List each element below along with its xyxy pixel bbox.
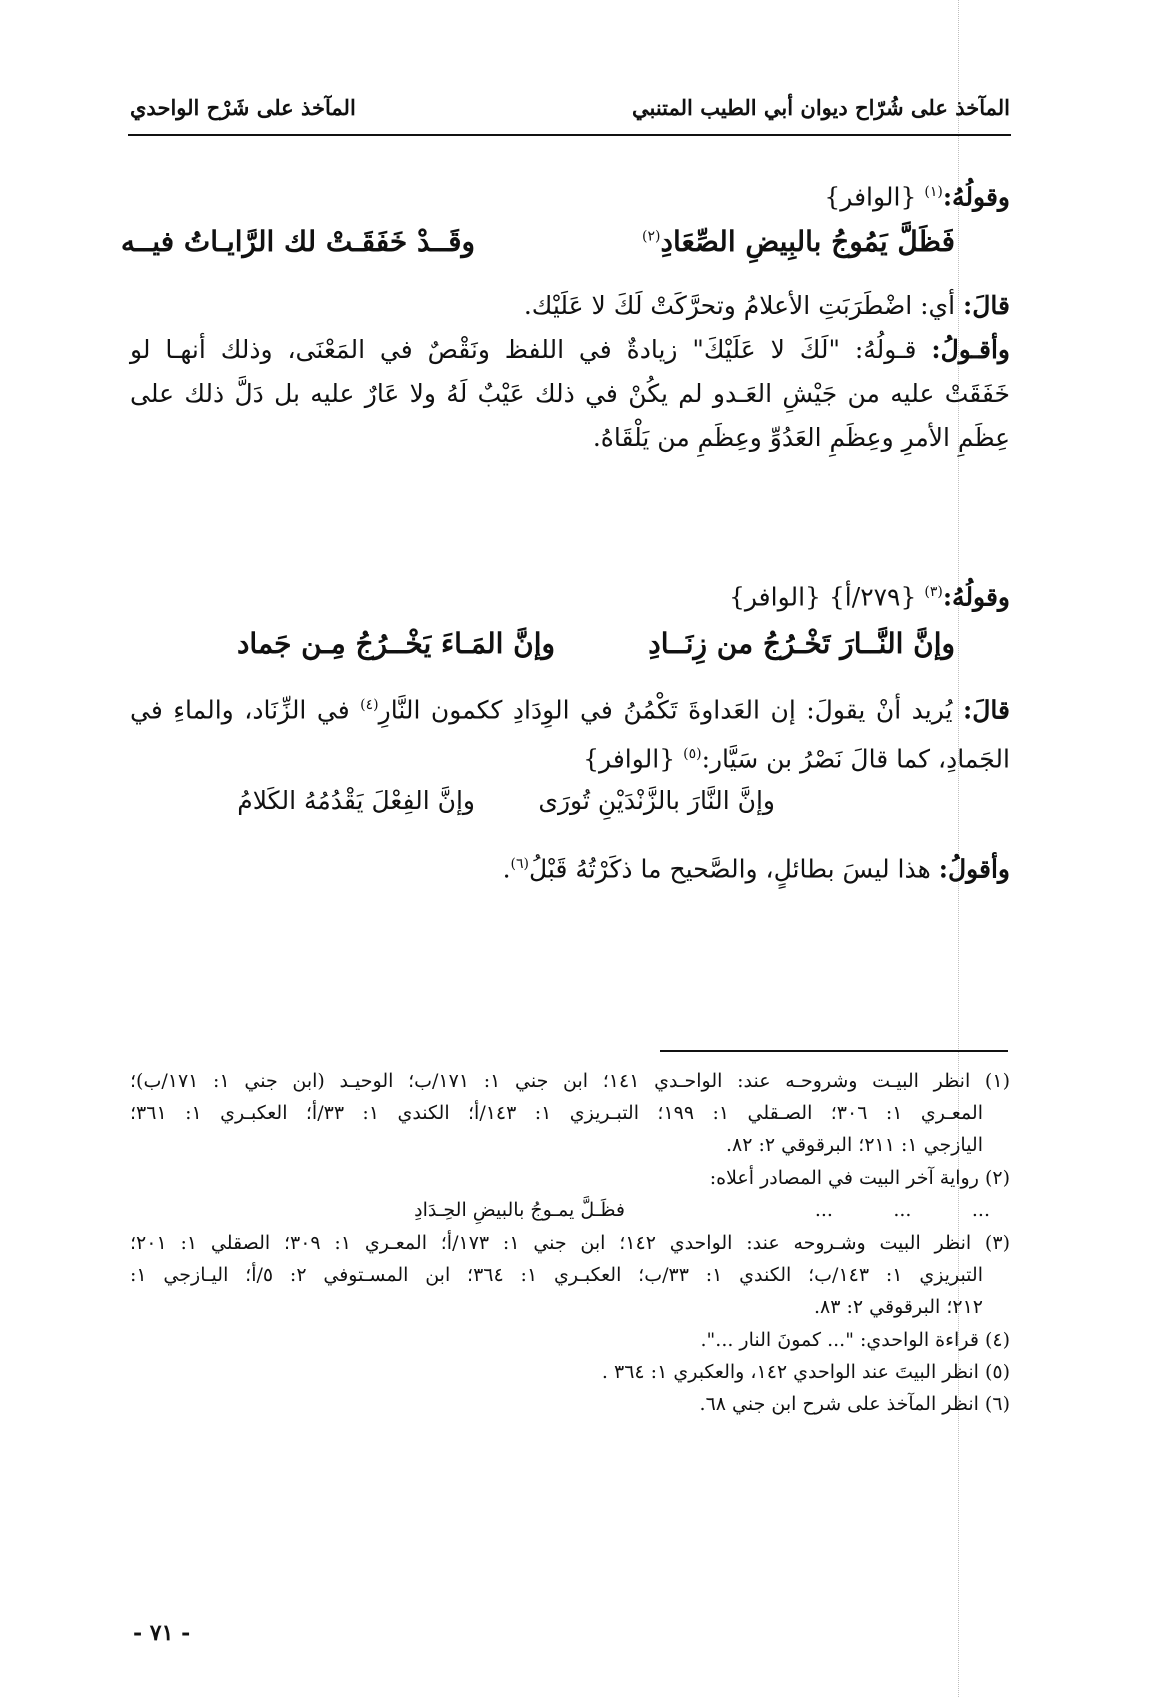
verse-2-hemistich-2: وإنَّ النَّــارَ تَخْـرُجُ من زِنَــادِ <box>648 627 955 660</box>
footnote-3-line: (٣) انظر البيت وشـروحه عند: الواحدي ١٤٢؛ ابن جني ١: ١٧٣/أ؛ المعـري ١: ٣٠٩؛ الصقلي ١: ٢٠١؛ <box>130 1232 1010 1254</box>
section-2-aqul: وأقولُ: هذا ليسَ بطائلٍ، والصَّحيح ما ذكَرْتُهُ قَبْلُ$^{(٦)}$. <box>502 854 1010 884</box>
verse-1-hemistich-2: فَظَلَّ يَمُوجُ بالبِيضِ الصِّعَادِ$^{(٢)}$ <box>642 225 955 258</box>
section-1-intro <box>130 170 1010 219</box>
header-rule <box>128 134 1011 136</box>
footnote-1-line: المعـري ١: ٣٠٦؛ الصـقلي ١: ١٩٩؛ التبـريزي ١: ١٤٣/أ؛ الكندي ١: ٣٣/أ؛ العكبـري ١: ٣٦١؛ <box>130 1102 983 1124</box>
quote-hemistich-2: وإنَّ الفِعْلَ يَقْدُمُهُ الكَلامُ <box>237 786 475 815</box>
footnote-1-line: (١) انظر البيـت وشروحـه عند: الواحـدي ١٤١؛ ابن جني ١: ١٧١/ب؛ الوحيـد (ابن جني ١: ١٧١/ب)؛ <box>130 1070 1010 1092</box>
footnote-ref: (١) <box>924 184 943 200</box>
aqul-line: خَفَقَتْ عليه من جَيْشِ العَـدو لم يكُنْ في ذلك عَيْبٌ لَهُ ولا عَارٌ عليه بل دَلَّ ذلك على <box>130 379 1010 408</box>
aqul-line: عِظَمِ الأمرِ وعِظَمِ العَدُوِّ وعِظَمِ من يَلْقَاهُ. <box>592 423 1010 452</box>
footnote-ref: (٦) <box>510 856 529 872</box>
footnote-3-line: ٢١٢؛ البرقوقي ٢: ٨٣. <box>814 1296 983 1318</box>
aqul-label: وأقولُ: <box>938 854 1010 884</box>
header-section-title: المآخذ على شَرْح الواحدي <box>130 95 356 120</box>
footnote-ref: (٢) <box>642 228 661 245</box>
footnote-6: (٦) انظر المآخذ على شرح ابن جني ٦٨. <box>699 1393 1010 1415</box>
footnote-2-line: (٢) رواية آخر البيت في المصادر أعلاه: <box>709 1167 1010 1189</box>
footnote-5: (٥) انظر البيتَ عند الواحدي ١٤٢، والعكبري ١: ٣٦٤ . <box>601 1361 1010 1383</box>
footnote-3-line: التبريزي ١: ١٤٣/ب؛ الكندي ١: ٣٣/ب؛ العكبـري ١: ٣٦٤؛ ابن المسـتوفي ٢: ٥/أ؛ اليـازجي ١: <box>130 1264 983 1286</box>
footnote-rule <box>660 1050 1008 1052</box>
footnote-4: (٤) قراءة الواحدي: "... كمونَ النار ...". <box>700 1329 1010 1351</box>
qal-label: قالَ: <box>963 695 1010 725</box>
footnote-1-line: اليازجي ١: ٢١١؛ البرقوقي ٢: ٨٢. <box>725 1134 983 1156</box>
footnote-ref: (٤) <box>360 697 379 713</box>
qal-text: في الزِّنَاد، والماءِ في <box>130 695 350 725</box>
section-1-commentary <box>130 284 1010 460</box>
running-header <box>130 95 1010 131</box>
folio-marker: {٢٧٩/أ} <box>828 582 917 612</box>
section-2-intro <box>130 570 1010 619</box>
section-2-commentary <box>130 683 1010 782</box>
verse-1-hemistich-1: وقَــدْ خَفَقَـتْ لك الرَّايـاتُ فيــه <box>120 225 475 258</box>
quote-hemistich-1: وإنَّ النَّارَ بالزَّنْدَيْنِ تُورَى <box>538 786 775 815</box>
qal-text: أي: اضْطَرَبَتِ الأعلامُ وتحرَّكَتْ لَكَ لا عَلَيْك. <box>523 291 956 320</box>
intro-label: وقولُهُ: <box>942 582 1010 612</box>
meter-label: {الوافر} <box>824 182 917 212</box>
meter-label: {الوافر} <box>728 582 821 612</box>
intro-label: وقولُهُ: <box>942 182 1010 212</box>
meter-label: {الوافر} <box>583 744 676 774</box>
qal-text: يُريد أنْ يقولَ: إن العَداوةَ تَكْمُنُ في الوِدَادِ ككمون النَّارِ <box>378 695 953 725</box>
aqul-text: هذا ليسَ بطائلٍ، والصَّحيح ما ذكَرْتُهُ قَبْلُ <box>528 854 931 884</box>
footnote-2-dots: ... ... ... <box>814 1199 990 1221</box>
header-book-title: المآخذ على شُرّاح ديوان أبي الطيب المتنبي <box>632 95 1010 120</box>
footnote-2-verse: فظَـلَّ يمـوجُ بالبيضِ الحِـدَادِ <box>414 1199 625 1221</box>
aqul-label: وأقـولُ: <box>931 335 1010 364</box>
footnote-ref: (٥) <box>683 746 702 763</box>
qal-label: قالَ: <box>963 291 1010 320</box>
qal-text: الجَمادِ، كما قالَ نَصْرُ بن سَيَّار: <box>701 744 1010 774</box>
footnote-ref: (٣) <box>924 584 943 600</box>
aqul-line: قـولُهُ: "لَكَ لا عَلَيْكَ" زيادةٌ في اللفظ ونَقْصٌ في المَعْنَى، وذلك أنهـا لو <box>130 335 917 364</box>
page-number: - ٧١ - <box>133 1620 191 1646</box>
verse-2-hemistich-1: وإنَّ المَـاءَ يَخْــرُجُ مِـن جَماد <box>236 627 555 660</box>
